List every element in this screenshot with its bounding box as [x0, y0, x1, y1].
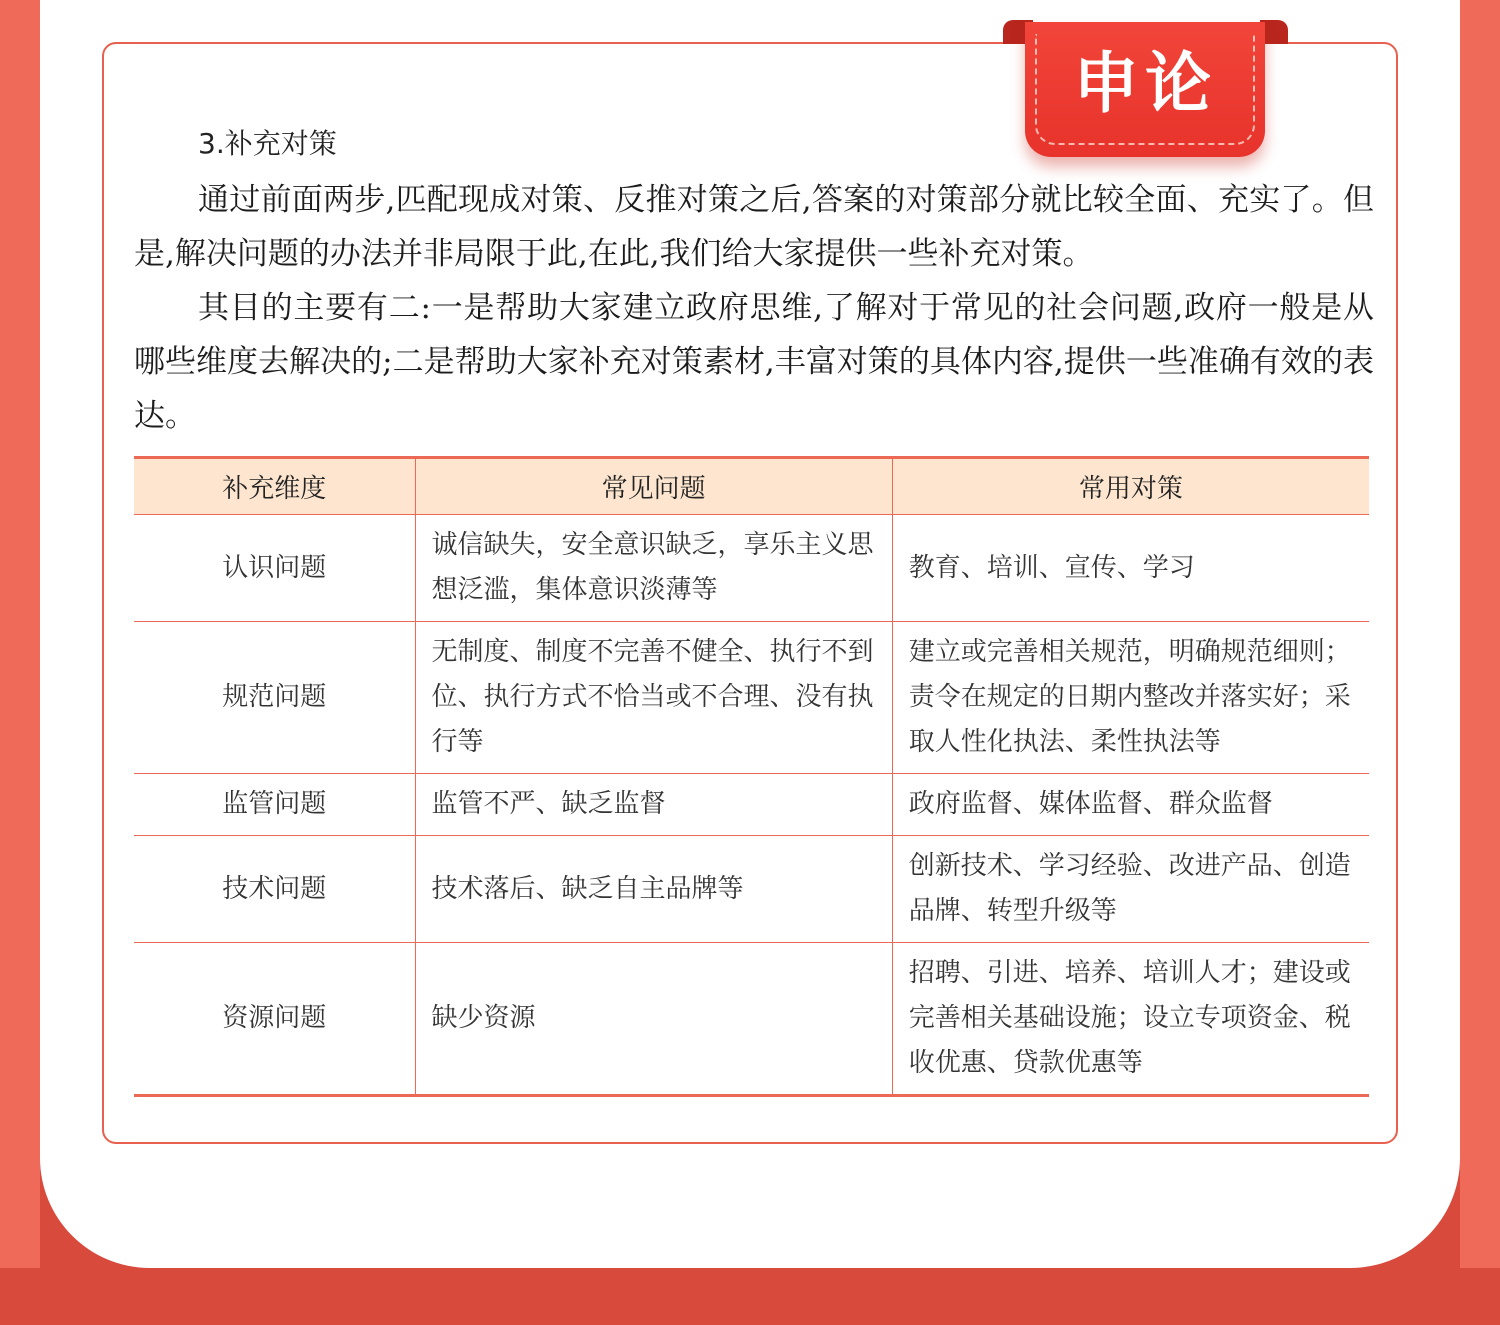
left-border-band — [0, 0, 40, 1325]
table-header-row — [134, 458, 1369, 515]
dimension-cell: 认识问题 — [134, 515, 415, 622]
dimension-cell: 资源问题 — [134, 943, 415, 1096]
problems-cell: 无制度、制度不完善不健全、执行不到位、执行方式不恰当或不合理、没有执行等 — [415, 622, 892, 774]
intro-paragraph: 通过前面两步,匹配现成对策、反推对策之后,答案的对策部分就比较全面、充实了。但是,解决问题的办法并非局限于此,在此,我们给大家提供一些补充对策。 — [134, 182, 1374, 272]
problems-cell: 技术落后、缺乏自主品牌等 — [415, 836, 892, 943]
bottom-border-band — [0, 1268, 1500, 1325]
problems-cell: 诚信缺失，安全意识缺乏，享乐主义思想泛滥，集体意识淡薄等 — [415, 515, 892, 622]
dimension-cell: 监管问题 — [134, 774, 415, 836]
table-row — [134, 836, 1369, 943]
measures-cell: 建立或完善相关规范，明确规范细则；责令在规定的日期内整改并落实好；采取人性化执法、柔性执法等 — [892, 622, 1369, 774]
badge-label: 申论 — [1073, 45, 1217, 122]
table-row — [134, 943, 1369, 1096]
table-row — [134, 515, 1369, 622]
dimension-cell: 技术问题 — [134, 836, 415, 943]
measures-cell: 教育、培训、宣传、学习 — [892, 515, 1369, 622]
table-row — [134, 774, 1369, 836]
measures-cell: 创新技术、学习经验、改进产品、创造品牌、转型升级等 — [892, 836, 1369, 943]
problems-cell: 缺少资源 — [415, 943, 892, 1096]
purpose-paragraph: 其目的主要有二:一是帮助大家建立政府思维,了解对于常见的社会问题,政府一般是从哪些维度去解决的;二是帮助大家补充对策素材,丰富对策的具体内容,提供一些准确有效的表达。 — [134, 290, 1374, 434]
measures-cell: 招聘、引进、培养、培训人才；建设或完善相关基础设施；设立专项资金、税收优惠、贷款优惠等 — [892, 943, 1369, 1096]
subject-badge — [1025, 22, 1265, 157]
problems-cell: 监管不严、缺乏监督 — [415, 774, 892, 836]
header-common-problems: 常见问题 — [415, 458, 892, 515]
header-dimension: 补充维度 — [134, 458, 415, 515]
section-heading: 3.补充对策 — [198, 127, 337, 160]
table-row — [134, 622, 1369, 774]
right-border-band — [1460, 0, 1500, 1325]
header-common-measures: 常用对策 — [892, 458, 1369, 515]
dimension-cell: 规范问题 — [134, 622, 415, 774]
supplementary-measures-table — [134, 456, 1369, 1097]
measures-cell: 政府监督、媒体监督、群众监督 — [892, 774, 1369, 836]
